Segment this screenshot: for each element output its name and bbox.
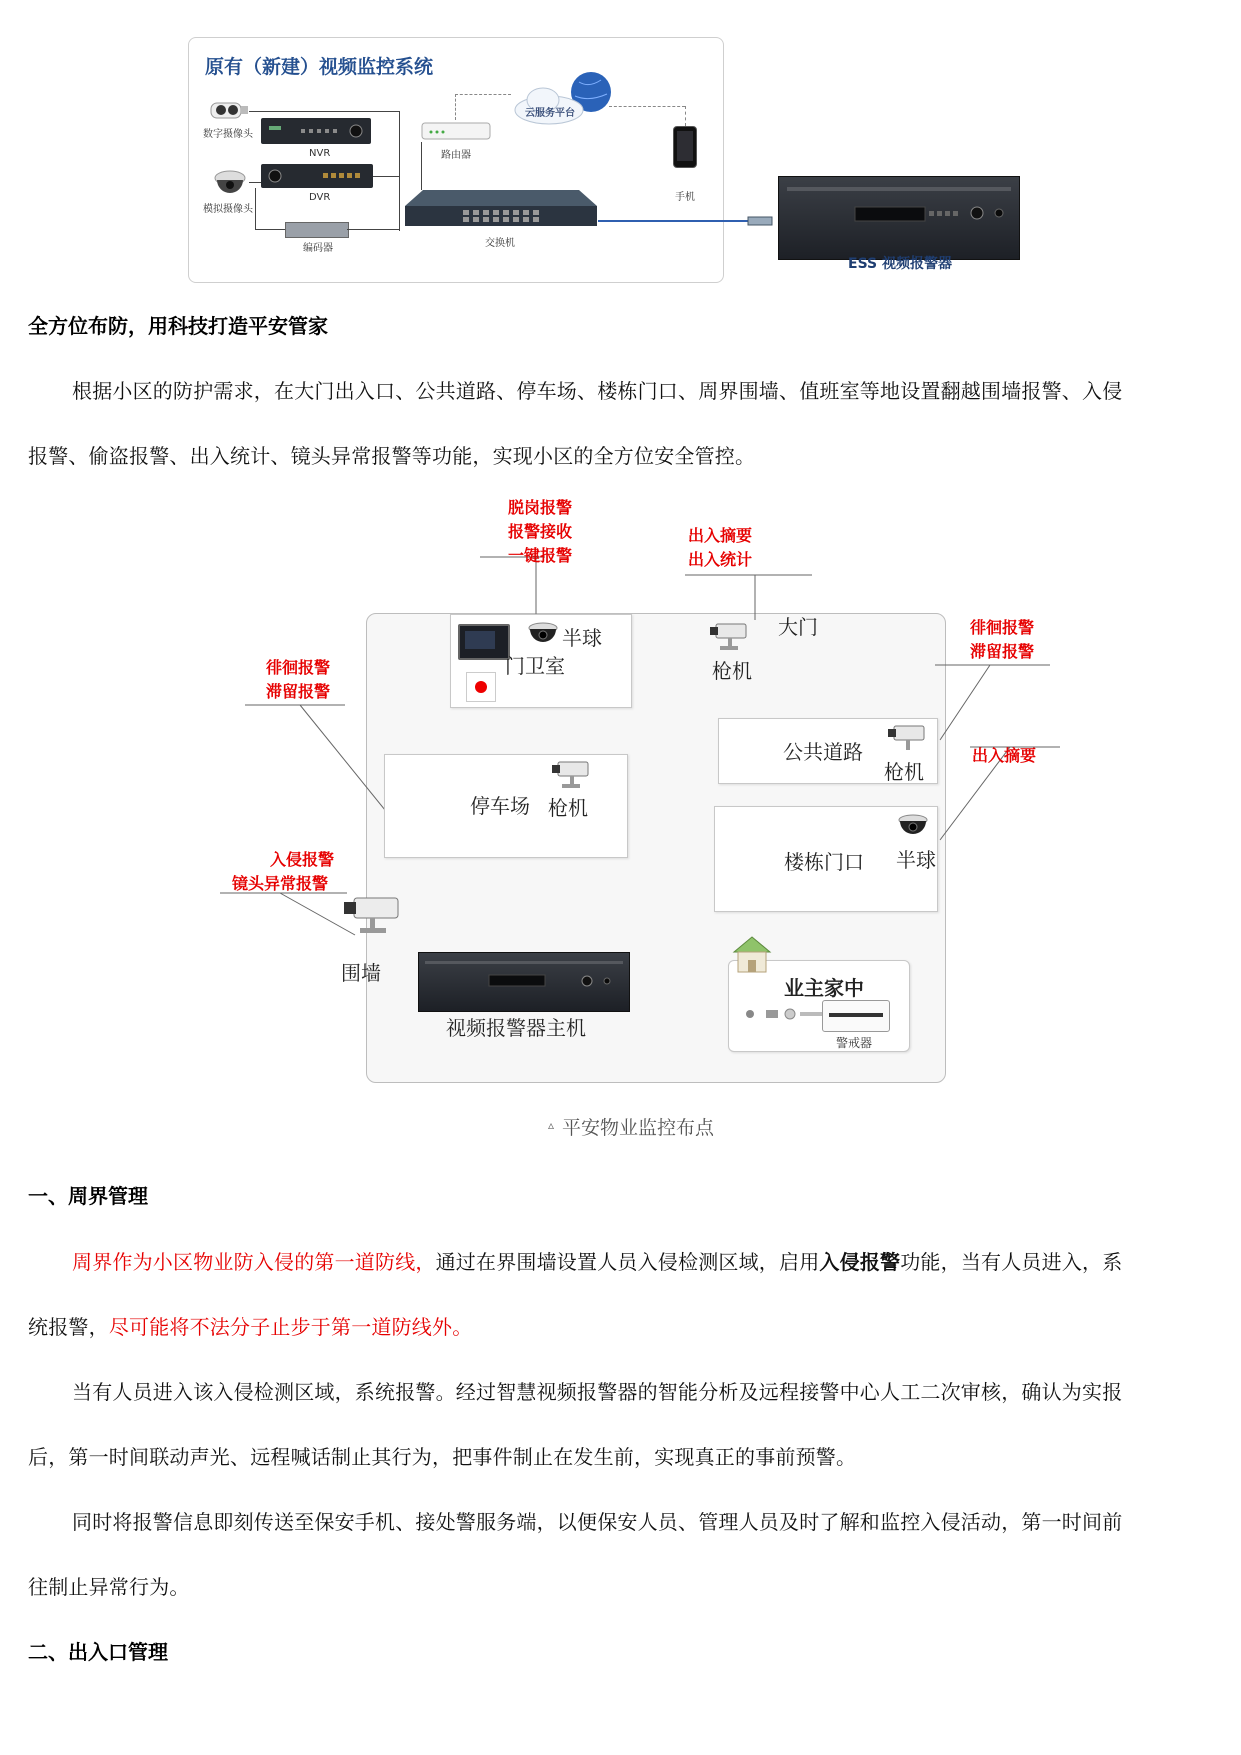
figure-caption: 平安物业监控布点 xyxy=(562,1117,715,1139)
digital-camera-label: 数字摄像头 xyxy=(203,129,253,140)
nvr-label: NVR xyxy=(309,148,331,159)
alarm-right-top-2: 滞留报警 xyxy=(970,642,1035,661)
section-1-p1-line2-red: 尽可能将不法分子止步于第一道防线外。 xyxy=(108,1315,473,1339)
parking-label: 停车场 xyxy=(470,794,530,818)
section-1-p1-line2-normal: 统报警， xyxy=(28,1315,109,1339)
alarm-right-top-1: 徘徊报警 xyxy=(970,618,1035,637)
wall-gun-camera-icon xyxy=(340,892,406,940)
alarm-left-bottom-1: 入侵报警 xyxy=(270,850,335,869)
section-1-p2-line2: 后，第一时间联动声光、远程喊话制止其行为，把事件制止在发生前，实现真正的事前预警。 xyxy=(28,1445,857,1469)
section-1-p1-bold: 入侵报警 xyxy=(819,1250,901,1274)
home-box-label: 警戒器 xyxy=(836,1036,873,1050)
section-1-heading: 一、周界管理 xyxy=(28,1184,148,1208)
alarm-guard-3: 一键报警 xyxy=(508,546,573,565)
ess-device-image xyxy=(778,176,1020,260)
gate-label: 大门 xyxy=(778,615,818,639)
alarm-right-mid-1: 出入摘要 xyxy=(972,746,1037,765)
home-sensors-icon xyxy=(744,1004,824,1024)
wall-label: 围墙 xyxy=(341,961,381,985)
nvr-icon xyxy=(261,118,371,144)
intercom-panel-icon xyxy=(458,624,510,660)
alarm-left-bottom-2: 镜头异常报警 xyxy=(232,874,329,893)
guard-half-ball-label: 半球 xyxy=(562,626,602,650)
section-1-p2-line1: 当有人员进入该入侵检测区域，系统报警。经过智慧视频报警器的智能分析及远程接警中心人工二次审核，确认为实报 xyxy=(72,1380,1123,1404)
cloud-icon xyxy=(509,68,619,128)
phone-label: 手机 xyxy=(675,192,695,203)
dvr-icon xyxy=(261,164,373,188)
phone-icon xyxy=(673,126,697,168)
caption-triangle-icon: ▵ xyxy=(548,1118,555,1132)
section-1-p1-red1: 周界作为小区物业防入侵的第一道防线， xyxy=(72,1250,436,1274)
building-half-ball-camera-icon xyxy=(896,812,930,840)
guard-room-label: 门卫室 xyxy=(505,654,565,678)
section-1-p1-line2 xyxy=(28,1311,472,1340)
callout-lines xyxy=(200,490,1080,950)
alarm-button-icon xyxy=(466,672,496,702)
alarm-guard-1: 脱岗报警 xyxy=(508,498,573,517)
section-1-p3-line2: 往制止异常行为。 xyxy=(28,1575,190,1599)
building-door-label: 楼栋门口 xyxy=(784,850,864,874)
section-1-p1-normal1: 通过在界围墙设置人员入侵检测区域，启用 xyxy=(435,1250,820,1274)
switch-icon xyxy=(403,188,599,228)
alarm-host-image xyxy=(418,952,630,1012)
alarm-gate-2: 出入统计 xyxy=(688,550,753,569)
section-1-p3-line1: 同时将报警信息即刻传送至保安手机、接处警服务端，以便保安人员、管理人员及时了解和监控入侵活动，第一时间前 xyxy=(72,1510,1123,1534)
alarm-left-top-2: 滞留报警 xyxy=(266,682,331,701)
gate-gun-camera-icon xyxy=(706,618,750,654)
alarm-left-top-1: 徘徊报警 xyxy=(266,658,331,677)
system-diagram-title: 原有（新建）视频监控系统 xyxy=(205,56,434,78)
owner-home-label: 业主家中 xyxy=(784,976,864,1000)
main-heading: 全方位布防，用科技打造平安管家 xyxy=(28,314,328,338)
digital-camera-icon xyxy=(209,100,249,122)
alarm-guard-2: 报警接收 xyxy=(508,522,573,541)
section-2-heading: 二、出入口管理 xyxy=(28,1640,168,1664)
half-ball-camera-icon xyxy=(526,620,560,648)
analog-camera-label: 模拟摄像头 xyxy=(203,204,253,215)
building-half-ball-label: 半球 xyxy=(896,848,936,872)
dome-camera-icon xyxy=(213,168,247,196)
section-1-p1-line1 xyxy=(72,1246,1122,1275)
main-paragraph-line2: 报警、偷盗报警、出入统计、镜头异常报警等功能，实现小区的全方位安全管控。 xyxy=(28,444,756,468)
road-gun-camera-icon xyxy=(884,720,928,754)
parking-gun-label: 枪机 xyxy=(548,796,588,820)
home-box-icon xyxy=(822,1000,890,1032)
ess-label: ESS 视频报警器 xyxy=(848,256,952,272)
switch-label: 交换机 xyxy=(485,238,515,249)
router-label: 路由器 xyxy=(441,150,471,161)
system-diagram xyxy=(188,37,724,283)
alarm-gate-1: 出入摘要 xyxy=(688,526,753,545)
host-label: 视频报警器主机 xyxy=(446,1016,586,1040)
cable-icon xyxy=(598,211,778,221)
section-1-p1-normal2: 功能，当有人员进入，系 xyxy=(900,1250,1123,1274)
main-paragraph-line1: 根据小区的防护需求，在大门出入口、公共道路、停车场、楼栋门口、周界围墙、值班室等地设置翻越围墙报警、入侵 xyxy=(72,379,1123,403)
parking-gun-camera-icon xyxy=(548,756,592,792)
gate-gun-label: 枪机 xyxy=(712,659,752,683)
encoder-icon xyxy=(285,222,349,238)
public-road-label: 公共道路 xyxy=(783,740,863,764)
router-icon xyxy=(421,120,491,142)
road-gun-label: 枪机 xyxy=(884,760,924,784)
cloud-label: 云服务平台 xyxy=(525,108,575,119)
encoder-label: 编码器 xyxy=(303,243,333,254)
house-icon xyxy=(732,934,772,976)
dvr-label: DVR xyxy=(309,192,331,203)
